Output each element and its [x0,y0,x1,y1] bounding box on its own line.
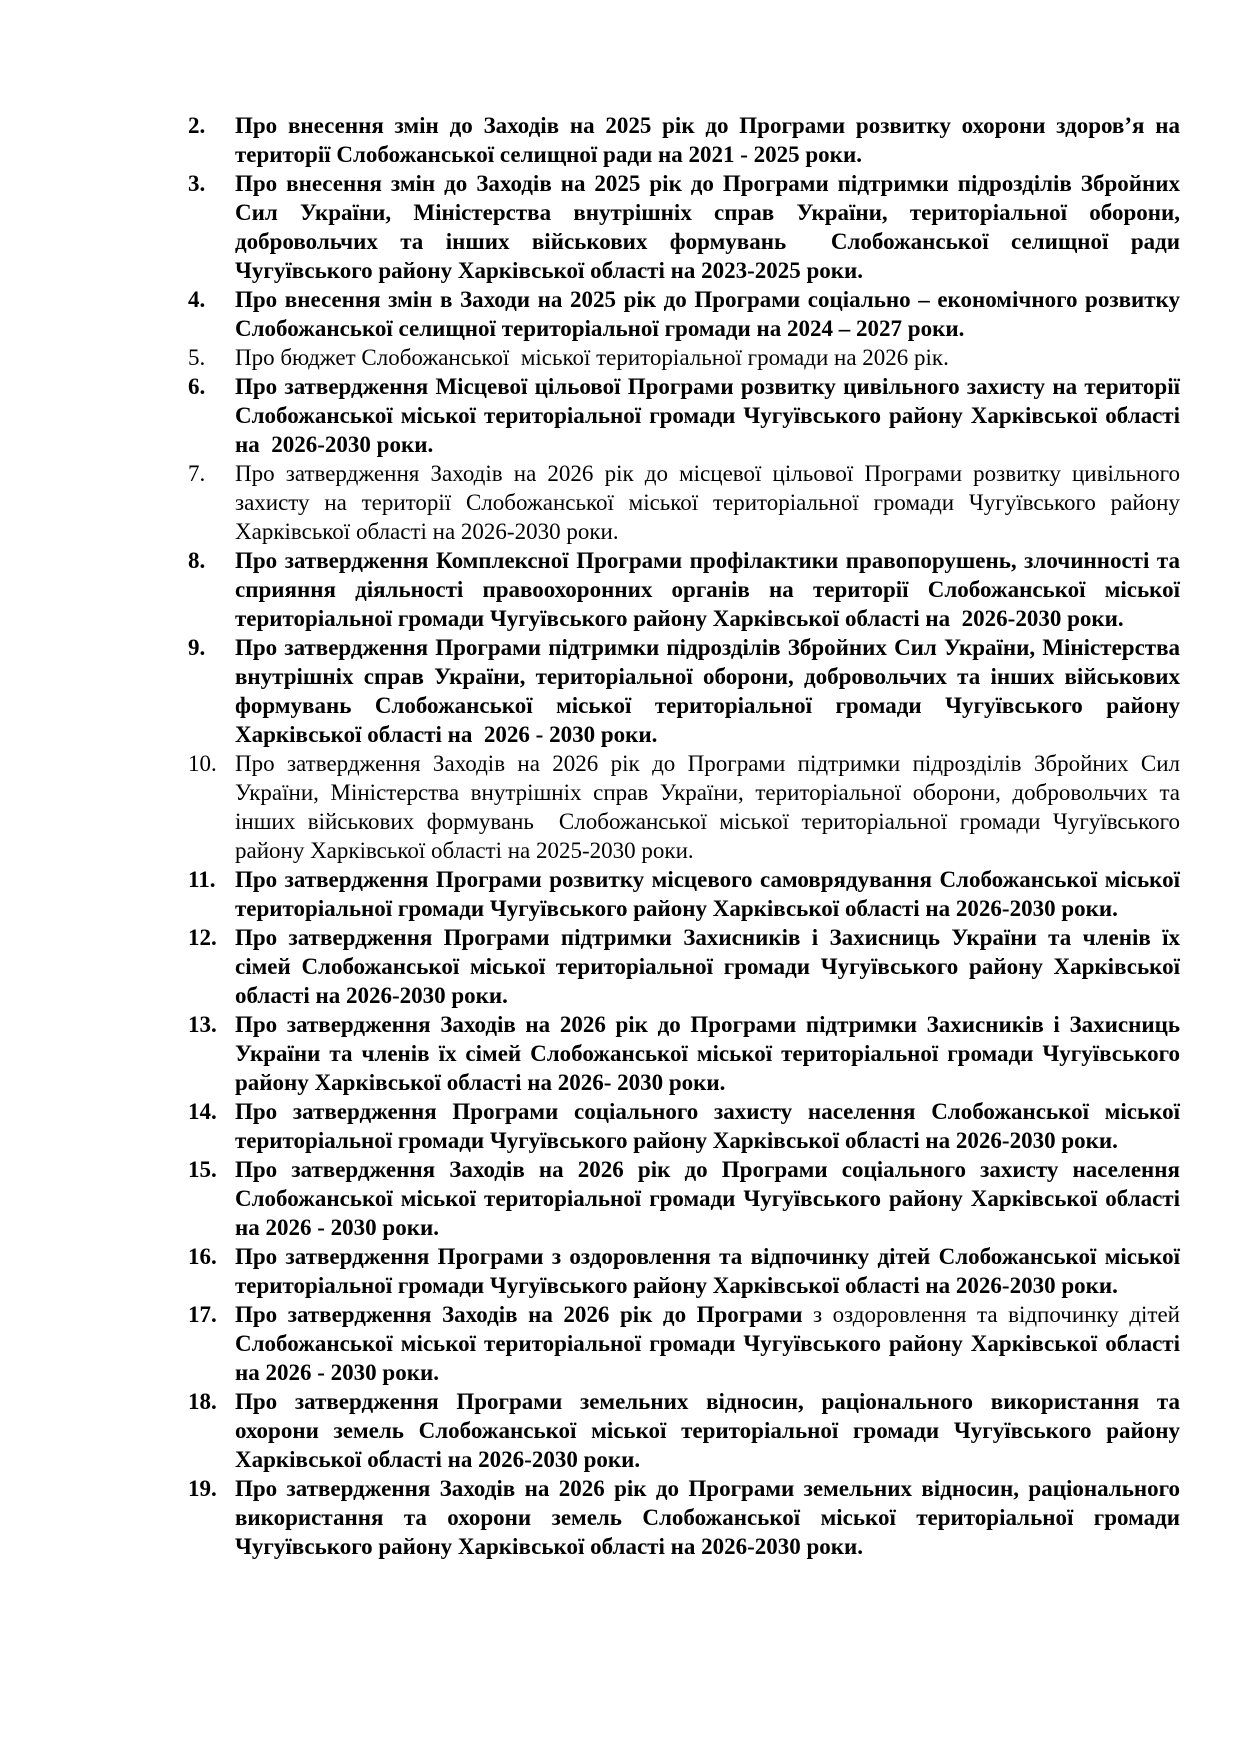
text-segment: Про затвердження Програми з оздоровлення та відпочинку дітей Слобожанської міської територіальної громади Чугуївського району Харківської області на 2026-2030 роки. [235,1244,1180,1298]
item-text [235,111,1180,169]
list-item [188,372,1180,459]
item-text [235,372,1180,459]
text-segment: Про бюджет Слобожанської міської територіальної громади на 2026 рік. [235,345,949,370]
list-item [188,633,1180,749]
list-item [188,1155,1180,1242]
list-item [188,1097,1180,1155]
item-number: 9. [188,635,206,660]
item-number: 14. [188,1099,217,1124]
item-text [235,1300,1180,1387]
item-number: 10. [188,751,217,776]
item-text [235,1242,1180,1300]
list-item [188,343,1180,372]
item-number: 4. [188,287,206,312]
item-text [235,865,1180,923]
item-number: 15. [188,1157,217,1182]
item-number: 13. [188,1012,217,1037]
list-item [188,1010,1180,1097]
agenda-list [188,111,1180,1561]
list-item [188,111,1180,169]
text-segment: Слобожанської міської територіальної громади Чугуївського району Харківської області на 2026 - 2030 роки. [235,1331,1180,1385]
item-text [235,1474,1180,1561]
text-segment: Про затвердження Заходів на 2026 рік до місцевої цільової Програми розвитку цивільного захисту на території Слобожанської міської територіальної громади Чугуївського району Харківської області на 2026-2030 роки. [235,461,1180,544]
list-item [188,865,1180,923]
item-text [235,546,1180,633]
item-number: 2. [188,113,206,138]
list-item [188,169,1180,285]
text-segment: Про затвердження Програми підтримки підрозділів Збройних Сил України, Міністерства внутрішніх справ України, територіальної оборони, добровольчих та інших військових формувань Слобожанської міської територіальної громади Чугуївського району Харківської області на 2026 - 2030 роки. [235,635,1180,747]
item-text [235,1010,1180,1097]
list-item [188,1242,1180,1300]
item-number: 8. [188,548,206,573]
item-text [235,459,1180,546]
list-item [188,1300,1180,1387]
item-number: 17. [188,1302,217,1327]
item-text [235,1387,1180,1474]
text-segment: Про внесення змін в Заходи на 2025 рік до Програми соціально – економічного розвитку Слобожанської селищної територіальної громади на 2024 – 2027 роки. [235,287,1180,341]
text-segment: Про затвердження Заходів на 2026 рік до Програми [235,1302,813,1327]
list-item [188,749,1180,865]
text-segment: Про внесення змін до Заходів на 2025 рік до Програми розвитку охорони здоров’я на території Слобожанської селищної ради на 2021 - 2025 роки. [235,113,1180,167]
text-segment: Про затвердження Місцевої цільової Програми розвитку цивільного захисту на території Слобожанської міської територіальної громади Чугуївського району Харківської області на 2026-2030 роки. [235,374,1180,457]
list-item [188,546,1180,633]
text-segment: Про затвердження Програми підтримки Захисників і Захисниць України та членів їх сімей Слобожанської міської територіальної громади Чугуївського району Харківської області на 2026-2030 роки. [235,925,1180,1008]
text-segment: Про затвердження Програми розвитку місцевого самоврядування Слобожанської міської територіальної громади Чугуївського району Харківської області на 2026-2030 роки. [235,867,1180,921]
item-number: 16. [188,1244,217,1269]
item-number: 12. [188,925,217,950]
item-text [235,749,1180,865]
item-text [235,343,1180,372]
text-segment: Про затвердження Комплексної Програми профілактики правопорушень, злочинності та сприяння діяльності правоохоронних органів на території Слобожанської міської територіальної громади Чугуївського району Харківської області на 2026-2030 роки. [235,548,1180,631]
text-segment: Про затвердження Заходів на 2026 рік до Програми підтримки підрозділів Збройних Сил України, Міністерства внутрішніх справ України, територіальної оборони, добровольчих та інших військових формувань Слобожанської міської територіальної громади Чугуївського району Харківської області на 2025-2030 роки. [235,751,1180,863]
list-item [188,923,1180,1010]
list-item [188,1387,1180,1474]
item-number: 11. [188,867,216,892]
item-text [235,169,1180,285]
item-text [235,633,1180,749]
item-number: 7. [188,461,206,486]
item-text [235,1097,1180,1155]
item-number: 5. [188,345,206,370]
item-number: 6. [188,374,206,399]
text-segment: Про затвердження Програми земельних відносин, раціонального використання та охорони земель Слобожанської міської територіальної громади Чугуївського району Харківської області на 2026-2030 роки. [235,1389,1180,1472]
item-text [235,285,1180,343]
item-number: 3. [188,171,206,196]
item-number: 19. [188,1476,217,1501]
text-segment: Про внесення змін до Заходів на 2025 рік до Програми підтримки підрозділів Збройних Сил України, Міністерства внутрішніх справ України, територіальної оборони, добровольчих та інших військових формувань Слобожанської селищної ради Чугуївського району Харківської області на 2023-2025 роки. [235,171,1180,283]
text-segment: Про затвердження Заходів на 2026 рік до Програми земельних відносин, раціонального використання та охорони земель Слобожанської міської територіальної громади Чугуївського району Харківської області на 2026-2030 роки. [235,1476,1180,1559]
text-segment: з оздоровлення та відпочинку дітей [813,1302,1180,1327]
item-number: 18. [188,1389,217,1414]
text-segment: Про затвердження Програми соціального захисту населення Слобожанської міської територіальної громади Чугуївського району Харківської області на 2026-2030 роки. [235,1099,1180,1153]
list-item [188,459,1180,546]
text-segment: Про затвердження Заходів на 2026 рік до Програми соціального захисту населення Слобожанської міської територіальної громади Чугуївського району Харківської області на 2026 - 2030 роки. [235,1157,1180,1240]
text-segment: Про затвердження Заходів на 2026 рік до Програми підтримки Захисників і Захисниць України та членів їх сімей Слобожанської міської територіальної громади Чугуївського району Харківської області на 2026- 2030 роки. [235,1012,1180,1095]
list-item [188,285,1180,343]
item-text [235,1155,1180,1242]
list-item [188,1474,1180,1561]
item-text [235,923,1180,1010]
